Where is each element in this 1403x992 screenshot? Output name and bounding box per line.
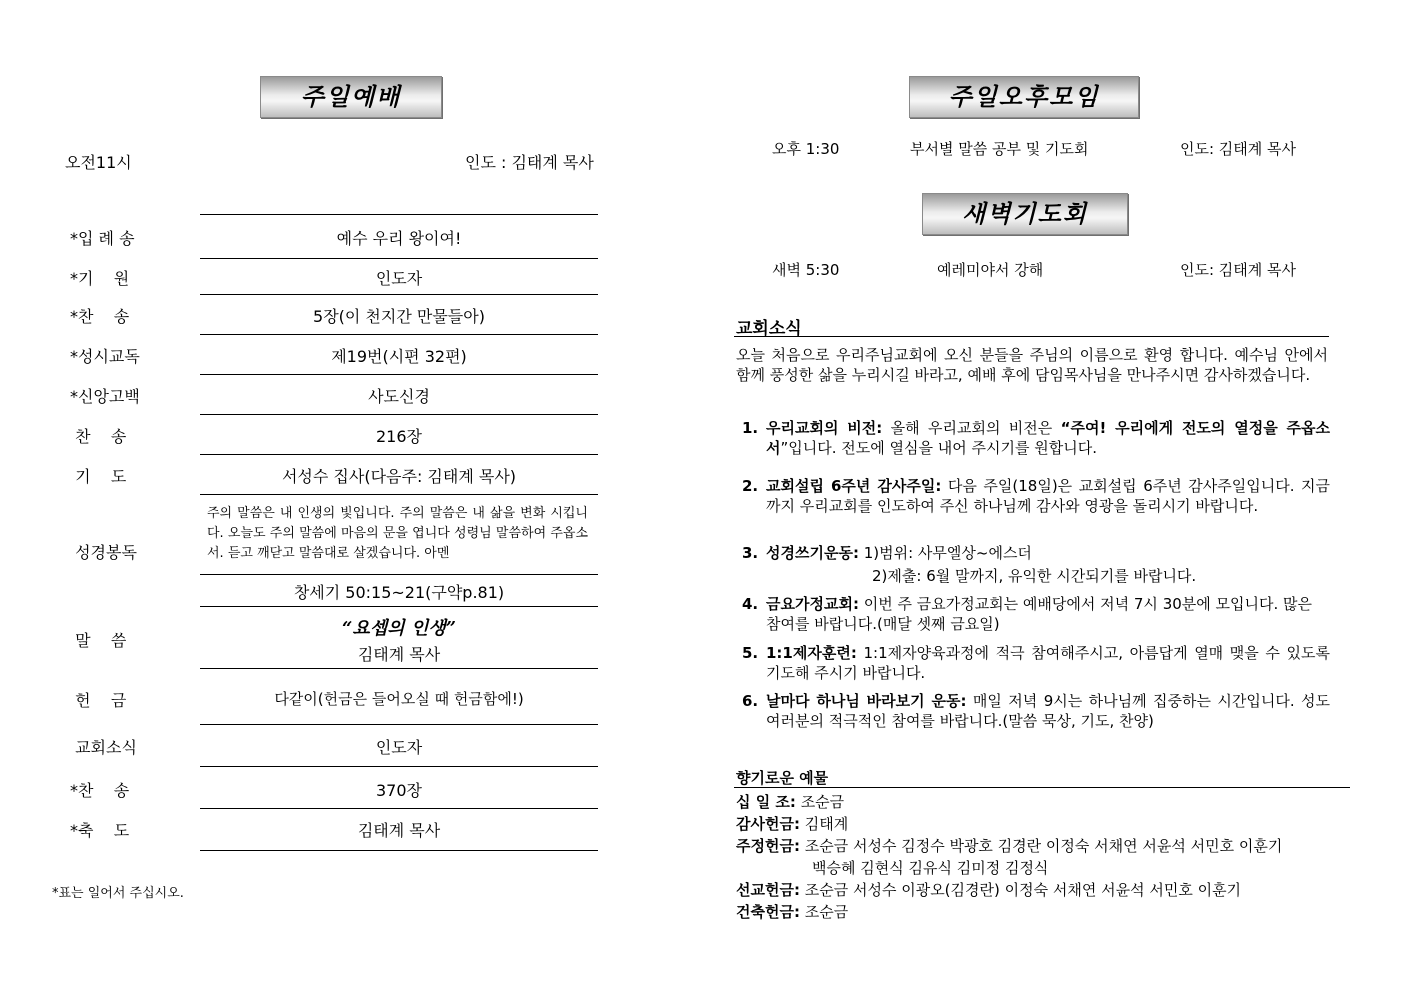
news-item-3 [742, 543, 1330, 586]
table-rule [200, 574, 598, 575]
news-item-5 [742, 643, 1330, 683]
table-rule [200, 414, 598, 415]
news-number: 1. [742, 419, 759, 437]
order-label: *입 례 송 [70, 229, 135, 248]
order-label: *신앙고백 [70, 387, 140, 406]
table-rule [200, 374, 598, 375]
afternoon-banner: 주일오후모임 [909, 76, 1139, 118]
worship-leader: 인도 : 김태계 목사 [465, 153, 594, 172]
order-value: 창세기 50:15~21(구약p.81) [293, 583, 505, 602]
offering-row [736, 835, 1282, 857]
table-rule [200, 294, 598, 295]
news-heading: 교회소식 [736, 319, 802, 339]
table-rule [200, 724, 598, 725]
offering-label: 주정헌금: [736, 837, 800, 855]
dawn-banner: 새벽기도회 [922, 193, 1128, 235]
table-rule [200, 258, 598, 259]
order-value: 인도자 [375, 269, 423, 288]
news-text: 이번 주 금요가정교회는 예배당에서 저녁 7시 30분에 모입니다. 많은 참여를 바랍니다.(매달 셋째 금요일) [766, 595, 1313, 633]
table-rule [200, 454, 598, 455]
offering-row [736, 791, 844, 813]
news-title: 교회설립 6주년 감사주일: [766, 477, 942, 495]
order-label: *기 원 [70, 269, 130, 288]
worship-time: 오전11시 [65, 153, 132, 172]
offering-row [736, 879, 1241, 901]
news-title: 우리교회의 비전: [766, 419, 883, 437]
table-rule [200, 766, 598, 767]
news-text: 1)범위: 사무엘상~에스더 [858, 544, 1032, 562]
news-text: ”입니다. 전도에 열심을 내어 주시기를 원합니다. [780, 439, 1097, 457]
news-title: 날마다 하나님 바라보기 운동: [766, 692, 967, 710]
table-rule [200, 334, 598, 335]
table-rule [200, 606, 598, 607]
news-number: 6. [742, 692, 759, 710]
offering-names: 김태계 [799, 815, 849, 833]
news-item-6 [742, 691, 1330, 731]
offerings-rule [734, 787, 1350, 788]
offering-names: 조순금 [795, 793, 845, 811]
news-rule [734, 336, 1329, 337]
offering-row [736, 813, 848, 835]
offerings-heading: 향기로운 예물 [736, 769, 829, 787]
offering-row [736, 901, 848, 923]
order-value: 370장 [376, 781, 422, 800]
order-value: 제19번(시편 32편) [331, 347, 467, 366]
news-title: 1:1제자훈련: [766, 644, 857, 662]
offering-names-continued: 백승혜 김현식 김유식 김미정 김정식 [812, 859, 1049, 877]
news-title: 금요가정교회: [766, 595, 859, 613]
news-text: 올해 우리교회의 비전은 [882, 419, 1061, 437]
order-value: 5장(이 천지간 만물들아) [313, 307, 485, 326]
table-rule [200, 668, 598, 669]
scripture-prayer: 주의 말씀은 내 인생의 빛입니다. 주의 말씀은 내 삶을 변화 시킵니다. 오늘도 주의 말씀에 마음의 문을 엽니다 성령님 말씀하여 주옵소서. 듣고 깨닫고 말씀대로 살겠습니다. 아멘 [207, 506, 588, 561]
order-label: *성시교독 [70, 347, 140, 366]
order-value: 다같이(헌금은 들어오실 때 헌금함에!) [274, 690, 524, 708]
news-intro: 오늘 처음으로 우리주님교회에 오신 분들을 주님의 이름으로 환영 합니다. 예수님 안에서 함께 풍성한 삶을 누리시길 바라고, 예배 후에 담임목사님을 만나주시면 감사하겠습니다. [736, 346, 1328, 384]
afternoon-leader: 인도: 김태계 목사 [1180, 140, 1297, 158]
news-item-2 [742, 476, 1330, 516]
order-label: 교회소식 [70, 738, 137, 757]
news-item-1 [742, 418, 1330, 458]
afternoon-time: 오후 1:30 [772, 140, 840, 158]
news-text: 1:1제자양육과정에 적극 참여해주시고, 아름답게 열매 맺을 수 있도록 기도해 주시기 바랍니다. [766, 644, 1330, 682]
order-value: 김태계 목사 [357, 645, 441, 664]
table-rule [200, 214, 598, 215]
news-text: 다음 주일(18일)은 교회설립 6주년 감사주일입니다. 지금까지 우리교회를 인도하여 주신 하나님께 감사와 영광을 돌리시기 바랍니다. [766, 477, 1330, 515]
sermon-title: “요셉의 인생” [342, 618, 456, 639]
news-text: 매일 저녁 9시는 하나님께 집중하는 시간입니다. 성도 여러분의 적극적인 참여를 바랍니다.(말씀 묵상, 기도, 찬양) [766, 692, 1331, 730]
news-number: 3. [742, 544, 759, 562]
order-label: 기 도 [70, 467, 127, 486]
news-number: 2. [742, 477, 759, 495]
offering-names: 조순금 [799, 903, 849, 921]
dawn-leader: 인도: 김태계 목사 [1180, 261, 1297, 279]
dawn-desc: 예레미야서 강해 [937, 261, 1044, 279]
order-label: 말 씀 [70, 631, 127, 650]
news-title: 성경쓰기운동: [766, 544, 859, 562]
offering-label: 감사헌금: [736, 815, 800, 833]
table-rule [200, 808, 598, 809]
order-value: 216장 [376, 427, 422, 446]
news-item-4 [742, 594, 1330, 634]
order-label: 헌 금 [70, 691, 127, 710]
offering-label: 십 일 조: [736, 793, 796, 811]
order-value: 인도자 [375, 738, 423, 757]
order-label: 성경봉독 [70, 543, 137, 562]
offering-names: 조순금 서성수 김정수 박광호 김경란 이정숙 서채연 서윤석 서민호 이훈기 [799, 837, 1283, 855]
order-label: 찬 송 [70, 427, 127, 446]
news-text: 2)제출: 6월 말까지, 유익한 시간되기를 바랍니다. [872, 567, 1197, 585]
order-value: 김태계 목사 [357, 821, 441, 840]
order-value: 사도신경 [368, 387, 430, 406]
order-value: 서성수 집사(다음주: 김태계 목사) [281, 467, 517, 486]
offering-names: 조순금 서성수 이광오(김경란) 이정숙 서채연 서윤석 서민호 이훈기 [799, 881, 1242, 899]
worship-banner: 주일예배 [260, 76, 442, 118]
order-label: *찬 송 [70, 781, 130, 800]
order-label: *찬 송 [70, 307, 130, 326]
order-label: *축 도 [70, 821, 130, 840]
offering-label: 선교헌금: [736, 881, 800, 899]
news-number: 4. [742, 595, 759, 613]
news-number: 5. [742, 644, 759, 662]
standing-note: *표는 일어서 주십시오. [52, 886, 184, 901]
order-value: 예수 우리 왕이여! [336, 229, 462, 248]
afternoon-desc: 부서별 말씀 공부 및 기도회 [910, 140, 1089, 158]
table-rule [200, 850, 598, 851]
table-rule [200, 494, 598, 495]
dawn-time: 새벽 5:30 [772, 261, 840, 279]
news-emphasis: “주여! 우리에게 전도의 열정을 주옵소서 [766, 419, 1330, 457]
offering-label: 건축헌금: [736, 903, 800, 921]
